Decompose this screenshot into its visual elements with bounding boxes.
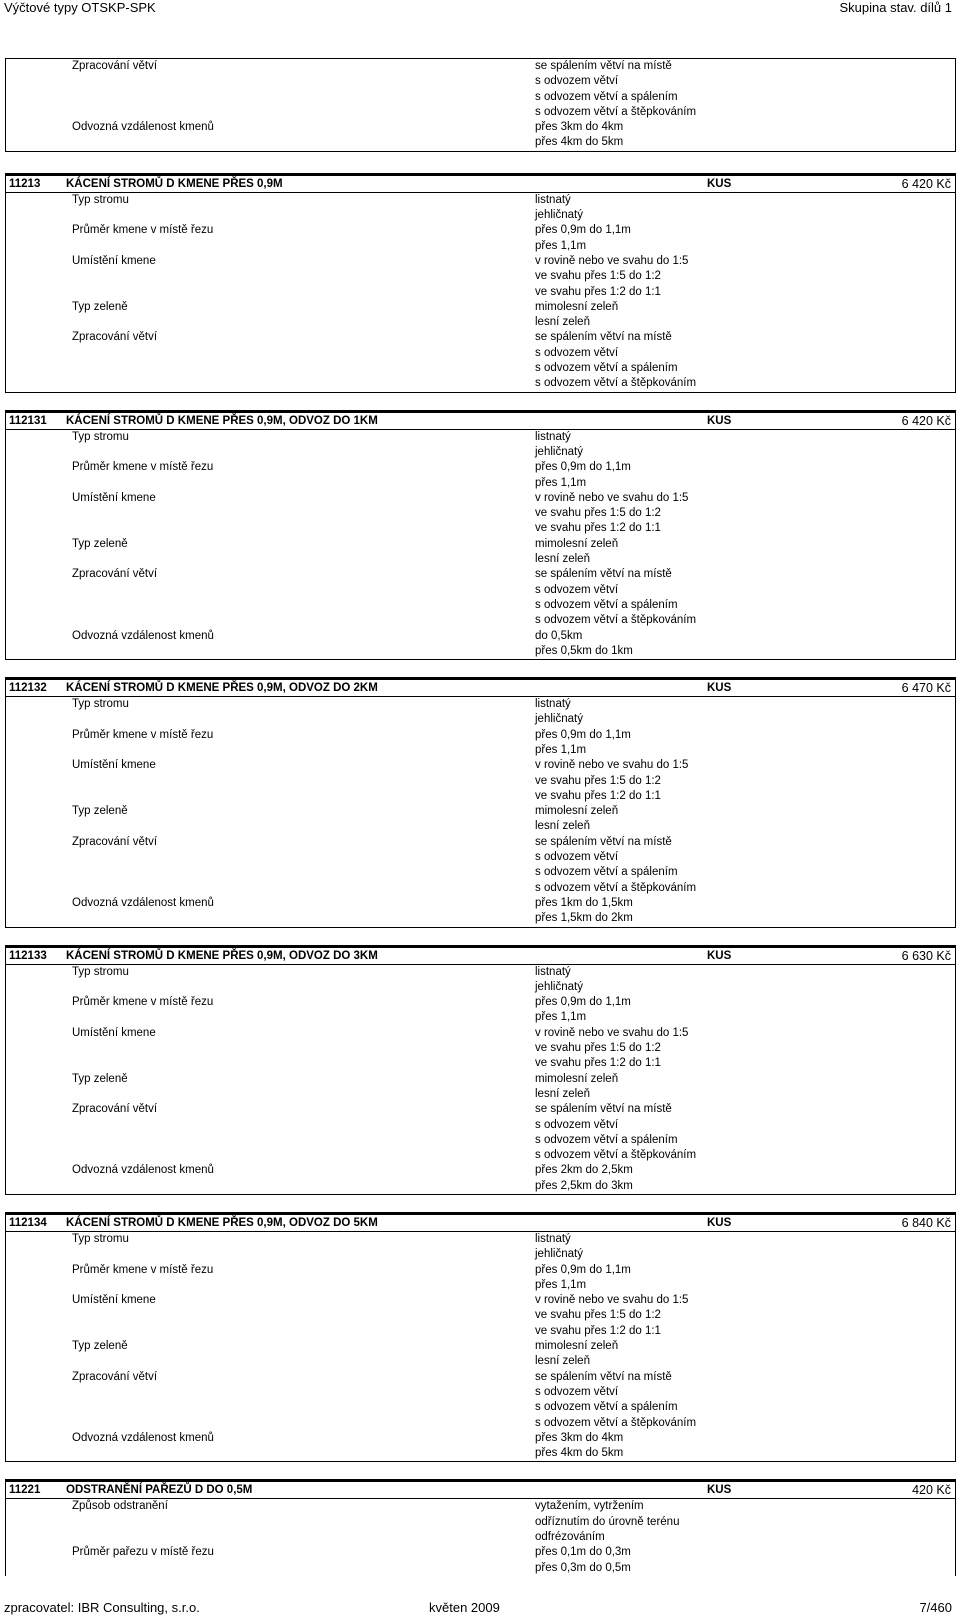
attribute-value: přes 4km do 5km xyxy=(535,136,624,149)
page-footer xyxy=(4,1600,952,1620)
attribute-label: Umístění kmene xyxy=(72,1026,156,1039)
attribute-value: přes 0,9m do 1,1m xyxy=(535,996,631,1009)
attribute-values xyxy=(535,965,955,996)
attribute-value: se spálením větví na místě xyxy=(535,331,672,344)
attribute-value: přes 1km do 1,5km xyxy=(535,896,633,909)
attribute-value: lesní zeleň xyxy=(535,1355,590,1368)
attribute-value: mimolesní zeleň xyxy=(535,300,619,313)
attribute-value: se spálením větví na místě xyxy=(535,835,672,848)
attribute-values xyxy=(535,254,955,300)
attribute-value: s odvozem větví xyxy=(535,346,619,359)
attribute-row xyxy=(6,835,955,896)
attribute-label: Typ zeleně xyxy=(72,300,128,313)
attribute-label: Umístění kmene xyxy=(72,254,156,267)
attribute-row xyxy=(6,1431,955,1462)
attribute-values xyxy=(535,430,955,461)
attribute-row xyxy=(6,1072,955,1103)
attribute-row xyxy=(6,193,955,224)
attribute-row xyxy=(6,59,955,120)
attribute-value: s odvozem větví xyxy=(535,75,619,88)
attribute-label: Odvozná vzdálenost kmenů xyxy=(72,121,214,134)
attribute-value: se spálením větví na místě xyxy=(535,60,672,72)
attribute-value: s odvozem větví xyxy=(535,1118,619,1131)
attribute-label: Typ zeleně xyxy=(72,1072,128,1085)
attribute-value: mimolesní zeleň xyxy=(535,1072,619,1085)
attribute-values xyxy=(535,896,955,927)
attribute-label: Způsob odstranění xyxy=(72,1500,168,1513)
item-header xyxy=(6,410,955,430)
attribute-label: Umístění kmene xyxy=(72,759,156,772)
item-block xyxy=(5,677,956,927)
attribute-values xyxy=(535,629,955,660)
attribute-value: s odvozem větví a štěpkováním xyxy=(535,1416,697,1429)
attribute-value: ve svahu přes 1:2 do 1:1 xyxy=(535,522,661,535)
attribute-values xyxy=(535,1163,955,1194)
page-header xyxy=(4,0,952,20)
attribute-value: ve svahu přes 1:2 do 1:1 xyxy=(535,789,661,802)
attribute-values xyxy=(535,491,955,537)
attribute-values xyxy=(535,1370,955,1431)
attribute-value: vytažením, vytržením xyxy=(535,1500,644,1513)
attribute-value: odříznutím do úrovně terénu xyxy=(535,1515,680,1528)
attribute-row xyxy=(6,1499,955,1545)
attribute-value: mimolesní zeleň xyxy=(535,805,619,818)
attribute-value: ve svahu přes 1:5 do 1:2 xyxy=(535,1042,661,1055)
attribute-value: s odvozem větví xyxy=(535,851,619,864)
attribute-value: přes 0,1m do 0,3m xyxy=(535,1546,631,1559)
attribute-value: s odvozem větví a štěpkováním xyxy=(535,1149,697,1162)
attribute-row xyxy=(6,567,955,628)
attribute-value: přes 1,5km do 2km xyxy=(535,912,633,925)
attribute-value: přes 2,5km do 3km xyxy=(535,1179,633,1192)
item-code: 112132 xyxy=(9,682,47,695)
attribute-row xyxy=(6,1232,955,1263)
attribute-row xyxy=(6,120,955,151)
item-name: ODSTRANĚNÍ PAŘEZŮ D DO 0,5M xyxy=(66,1484,253,1497)
attribute-value: jehličnatý xyxy=(535,209,583,222)
item-name: KÁCENÍ STROMŮ D KMENE PŘES 0,9M, ODVOZ DO 2KM xyxy=(66,682,378,695)
attribute-value: listnatý xyxy=(535,1233,571,1245)
attribute-label: Zpracování větví xyxy=(72,1103,158,1116)
item-name: KÁCENÍ STROMŮ D KMENE PŘES 0,9M xyxy=(66,177,283,190)
attribute-value: ve svahu přes 1:2 do 1:1 xyxy=(535,1324,661,1337)
attribute-label: Zpracování větví xyxy=(72,568,158,581)
continuation-block xyxy=(5,58,956,152)
item-block xyxy=(5,410,956,660)
attribute-value: s odvozem větví xyxy=(535,1385,619,1398)
attribute-row xyxy=(6,491,955,537)
attribute-value: přes 0,5km do 1km xyxy=(535,644,633,657)
item-name: KÁCENÍ STROMŮ D KMENE PŘES 0,9M, ODVOZ DO 3KM xyxy=(66,949,378,962)
attribute-value: s odvozem větví a štěpkováním xyxy=(535,614,697,627)
item-block xyxy=(5,945,956,1195)
item-header xyxy=(6,173,955,193)
attribute-value: listnatý xyxy=(535,193,571,206)
attribute-label: Odvozná vzdálenost kmenů xyxy=(72,629,214,642)
attribute-value: se spálením větví na místě xyxy=(535,1370,672,1383)
attribute-value: s odvozem větví a štěpkováním xyxy=(535,105,697,118)
attribute-label: Průměr pařezu v místě řezu xyxy=(72,1546,214,1559)
attribute-value: s odvozem větví a spálením xyxy=(535,90,678,103)
attribute-value: listnatý xyxy=(535,965,571,978)
attribute-value: s odvozem větví a štěpkováním xyxy=(535,881,697,894)
item-price: 6 840 Kč xyxy=(901,1216,951,1230)
attribute-value: přes 1,1m xyxy=(535,743,587,756)
attribute-value: přes 1,1m xyxy=(535,1011,587,1024)
item-code: 112133 xyxy=(9,949,47,962)
attribute-row xyxy=(6,223,955,254)
attribute-label: Typ stromu xyxy=(72,1233,129,1245)
attribute-values xyxy=(535,1026,955,1072)
attribute-row xyxy=(6,629,955,660)
attribute-values xyxy=(535,1102,955,1163)
item-header xyxy=(6,945,955,965)
attribute-value: v rovině nebo ve svahu do 1:5 xyxy=(535,1294,689,1307)
item-header xyxy=(6,1479,955,1499)
attribute-value: s odvozem větví a spálením xyxy=(535,362,678,375)
attribute-value: s odvozem větví a spálením xyxy=(535,866,678,879)
attribute-row xyxy=(6,1026,955,1072)
footer-author: zpracovatel: IBR Consulting, s.r.o. xyxy=(4,1600,200,1615)
attribute-values xyxy=(535,804,955,835)
item-header xyxy=(6,677,955,697)
item-code: 11213 xyxy=(9,177,41,190)
item-price: 6 420 Kč xyxy=(901,413,951,428)
item-name: KÁCENÍ STROMŮ D KMENE PŘES 0,9M, ODVOZ DO 5KM xyxy=(66,1217,378,1229)
attribute-values xyxy=(535,1263,955,1294)
attribute-value: ve svahu přes 1:5 do 1:2 xyxy=(535,270,661,283)
attribute-value: v rovině nebo ve svahu do 1:5 xyxy=(535,759,689,772)
item-name: KÁCENÍ STROMŮ D KMENE PŘES 0,9M, ODVOZ DO 1KM xyxy=(66,414,378,427)
attribute-label: Průměr kmene v místě řezu xyxy=(72,224,214,237)
attribute-values xyxy=(535,1499,955,1545)
attribute-value: s odvozem větví xyxy=(535,583,619,596)
attribute-values xyxy=(535,1232,955,1263)
header-section: Skupina stav. dílů 1 xyxy=(839,0,952,15)
attribute-value: se spálením větví na místě xyxy=(535,568,672,581)
attribute-values xyxy=(535,758,955,804)
attribute-row xyxy=(6,965,955,996)
attribute-value: jehličnatý xyxy=(535,713,583,726)
attribute-row xyxy=(6,1102,955,1163)
attribute-values xyxy=(535,223,955,254)
attribute-value: přes 0,9m do 1,1m xyxy=(535,728,631,741)
attribute-values xyxy=(535,300,955,331)
attribute-value: lesní zeleň xyxy=(535,553,590,566)
attribute-label: Zpracování větví xyxy=(72,1370,158,1383)
attribute-row xyxy=(6,804,955,835)
attribute-label: Zpracování větví xyxy=(72,60,158,72)
attribute-label: Umístění kmene xyxy=(72,491,156,504)
attribute-value: ve svahu přes 1:2 do 1:1 xyxy=(535,1057,661,1070)
attribute-value: přes 0,3m do 0,5m xyxy=(535,1561,631,1574)
item-unit: KUS xyxy=(707,414,732,427)
attribute-value: jehličnatý xyxy=(535,1248,583,1261)
attribute-label: Odvozná vzdálenost kmenů xyxy=(72,1431,214,1444)
attribute-values xyxy=(535,697,955,728)
footer-page-number: 7/460 xyxy=(919,1600,952,1615)
attribute-row xyxy=(6,697,955,728)
attribute-row xyxy=(6,1263,955,1294)
attribute-value: jehličnatý xyxy=(535,980,583,993)
attribute-row xyxy=(6,1163,955,1194)
attribute-row xyxy=(6,758,955,804)
attribute-value: s odvozem větví a spálením xyxy=(535,598,678,611)
attribute-value: odfrézováním xyxy=(535,1531,605,1544)
attribute-label: Typ stromu xyxy=(72,698,129,711)
item-block xyxy=(5,173,956,393)
attribute-row xyxy=(6,896,955,927)
attribute-row xyxy=(6,1293,955,1339)
item-code: 112134 xyxy=(9,1217,47,1229)
attribute-row xyxy=(6,430,955,461)
attribute-value: přes 3km do 4km xyxy=(535,121,624,134)
item-price: 6 420 Kč xyxy=(901,176,951,191)
attribute-row xyxy=(6,995,955,1026)
item-unit: KUS xyxy=(707,1217,732,1229)
attribute-value: se spálením větví na místě xyxy=(535,1103,672,1116)
attribute-value: v rovině nebo ve svahu do 1:5 xyxy=(535,254,689,267)
attribute-label: Typ stromu xyxy=(72,193,129,206)
attribute-value: mimolesní zeleň xyxy=(535,1340,619,1353)
attribute-values xyxy=(535,835,955,896)
item-unit: KUS xyxy=(707,177,732,190)
attribute-value: lesní zeleň xyxy=(535,1087,590,1100)
attribute-value: s odvozem větví a štěpkováním xyxy=(535,377,697,390)
attribute-row xyxy=(6,300,955,331)
attribute-values xyxy=(535,120,955,151)
attribute-values xyxy=(535,460,955,491)
attribute-value: přes 1,1m xyxy=(535,1278,587,1291)
attribute-values xyxy=(535,1293,955,1339)
item-price: 420 Kč xyxy=(912,1483,951,1498)
attribute-value: ve svahu přes 1:5 do 1:2 xyxy=(535,507,661,520)
attribute-label: Zpracování větví xyxy=(72,835,158,848)
attribute-value: listnatý xyxy=(535,698,571,711)
attribute-row xyxy=(6,1545,955,1576)
attribute-value: přes 1,1m xyxy=(535,239,587,252)
attribute-values xyxy=(535,1431,955,1462)
attribute-row xyxy=(6,460,955,491)
item-price: 6 630 Kč xyxy=(901,948,951,963)
attribute-label: Umístění kmene xyxy=(72,1294,156,1307)
attribute-value: přes 3km do 4km xyxy=(535,1431,624,1444)
attribute-row xyxy=(6,537,955,568)
attribute-label: Průměr kmene v místě řezu xyxy=(72,461,214,474)
attribute-label: Průměr kmene v místě řezu xyxy=(72,996,214,1009)
attribute-values xyxy=(535,1545,955,1576)
attribute-values xyxy=(535,193,955,224)
item-list xyxy=(0,58,960,1593)
attribute-values xyxy=(535,537,955,568)
attribute-value: s odvozem větví a spálením xyxy=(535,1401,678,1414)
attribute-row xyxy=(6,254,955,300)
attribute-row xyxy=(6,1339,955,1370)
attribute-label: Odvozná vzdálenost kmenů xyxy=(72,1164,214,1177)
attribute-label: Typ stromu xyxy=(72,430,129,443)
header-title: Výčtové typy OTSKP-SPK xyxy=(4,0,156,15)
attribute-value: lesní zeleň xyxy=(535,820,590,833)
attribute-values xyxy=(535,59,955,120)
item-code: 112131 xyxy=(9,414,47,427)
attribute-value: mimolesní zeleň xyxy=(535,537,619,550)
attribute-value: ve svahu přes 1:2 do 1:1 xyxy=(535,285,661,298)
item-block xyxy=(5,1479,956,1575)
attribute-label: Typ zeleně xyxy=(72,1340,128,1353)
attribute-values xyxy=(535,567,955,628)
attribute-value: ve svahu přes 1:5 do 1:2 xyxy=(535,774,661,787)
attribute-value: přes 4km do 5km xyxy=(535,1447,624,1460)
attribute-values xyxy=(535,330,955,391)
item-price: 6 470 Kč xyxy=(901,681,951,696)
item-code: 11221 xyxy=(9,1484,41,1497)
attribute-value: do 0,5km xyxy=(535,629,583,642)
item-header xyxy=(6,1212,955,1232)
attribute-row xyxy=(6,1370,955,1431)
attribute-values xyxy=(535,728,955,759)
item-unit: KUS xyxy=(707,1484,732,1497)
attribute-value: přes 0,9m do 1,1m xyxy=(535,1263,631,1276)
attribute-value: přes 1,1m xyxy=(535,476,587,489)
attribute-label: Typ zeleně xyxy=(72,537,128,550)
attribute-value: ve svahu přes 1:5 do 1:2 xyxy=(535,1309,661,1322)
attribute-values xyxy=(535,995,955,1026)
attribute-values xyxy=(535,1339,955,1370)
attribute-label: Typ zeleně xyxy=(72,805,128,818)
attribute-label: Průměr kmene v místě řezu xyxy=(72,728,214,741)
footer-date: květen 2009 xyxy=(429,1600,500,1615)
attribute-label: Průměr kmene v místě řezu xyxy=(72,1263,214,1276)
item-block xyxy=(5,1212,956,1462)
attribute-label: Odvozná vzdálenost kmenů xyxy=(72,896,214,909)
attribute-value: přes 2km do 2,5km xyxy=(535,1164,633,1177)
attribute-value: v rovině nebo ve svahu do 1:5 xyxy=(535,1026,689,1039)
attribute-label: Zpracování větví xyxy=(72,331,158,344)
attribute-value: přes 0,9m do 1,1m xyxy=(535,224,631,237)
attribute-label: Typ stromu xyxy=(72,965,129,978)
attribute-value: listnatý xyxy=(535,430,571,443)
attribute-row xyxy=(6,728,955,759)
attribute-value: s odvozem větví a spálením xyxy=(535,1133,678,1146)
attribute-values xyxy=(535,1072,955,1103)
attribute-value: v rovině nebo ve svahu do 1:5 xyxy=(535,491,689,504)
attribute-value: přes 0,9m do 1,1m xyxy=(535,461,631,474)
item-unit: KUS xyxy=(707,949,732,962)
attribute-value: lesní zeleň xyxy=(535,316,590,329)
attribute-value: jehličnatý xyxy=(535,445,583,458)
attribute-row xyxy=(6,330,955,391)
item-unit: KUS xyxy=(707,682,732,695)
